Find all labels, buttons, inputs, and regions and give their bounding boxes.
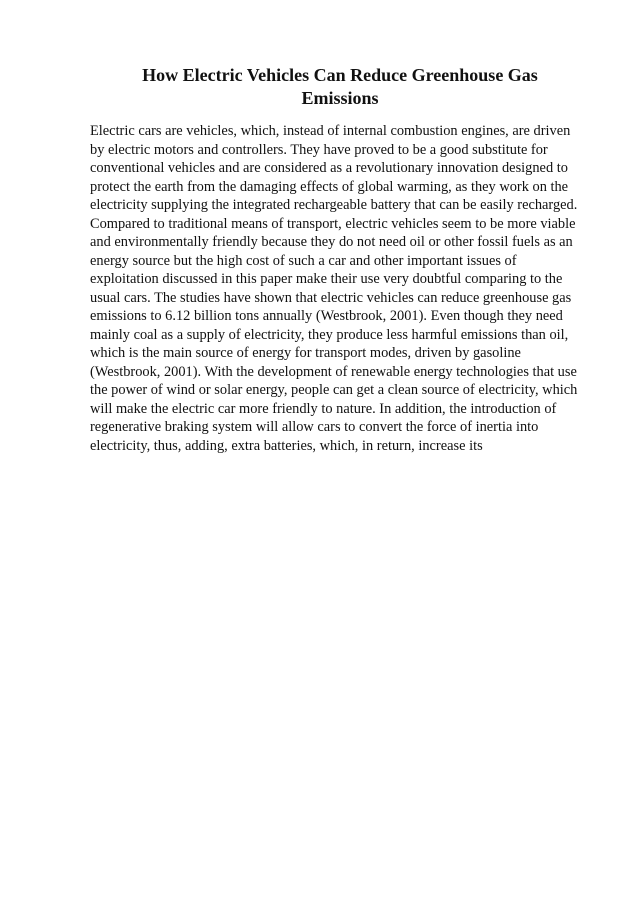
body-line: and environmentally friendly because they do not need oil or other fossil fuels as an (90, 234, 573, 250)
body-line: will make the electric car more friendly to nature. In addition, the introduction of (90, 400, 557, 417)
title-line: Emissions (301, 88, 379, 108)
body-line: exploitation discussed in this paper make their use very doubtful comparing to the (90, 271, 563, 287)
body-line: protect the earth from the damaging effects of global warming, as they work on the (90, 178, 569, 195)
body-line: electricity supplying the integrated rechargeable battery that can be easily recharged. (90, 197, 578, 213)
body-line: Compared to traditional means of transport, electric vehicles seem to be more viable (90, 215, 576, 232)
body-line: (Westbrook, 2001). With the development of renewable energy technologies that use (90, 363, 577, 380)
body-paragraph (90, 122, 600, 455)
body-line: usual cars. The studies have shown that electric vehicles can reduce greenhouse gas (90, 289, 572, 306)
body-line: mainly coal as a supply of electricity, they produce less harmful emissions than oil, (90, 326, 569, 343)
body-line: electricity, thus, adding, extra batteries, which, in return, increase its (90, 437, 483, 454)
body-line: regenerative braking system will allow cars to convert the force of inertia into (90, 419, 539, 435)
body-line: energy source but the high cost of such a car and other important issues of (90, 252, 517, 269)
body-line: conventional vehicles and are considered as a revolutionary innovation designed to (90, 160, 568, 176)
body-line: by electric motors and controllers. They have proved to be a good substitute for (90, 141, 548, 158)
body-line: which is the main source of energy for transport modes, driven by gasoline (90, 345, 521, 361)
body-line: emissions to 6.12 billion tons annually (Westbrook, 2001). Even though they need (90, 308, 563, 324)
title-line: How Electric Vehicles Can Reduce Greenhouse Gas (142, 65, 538, 85)
document-title (90, 64, 590, 110)
body-line: the power of wind or solar energy, people can get a clean source of electricity, which (90, 382, 578, 398)
body-line: Electric cars are vehicles, which, instead of internal combustion engines, are driven (90, 123, 571, 139)
